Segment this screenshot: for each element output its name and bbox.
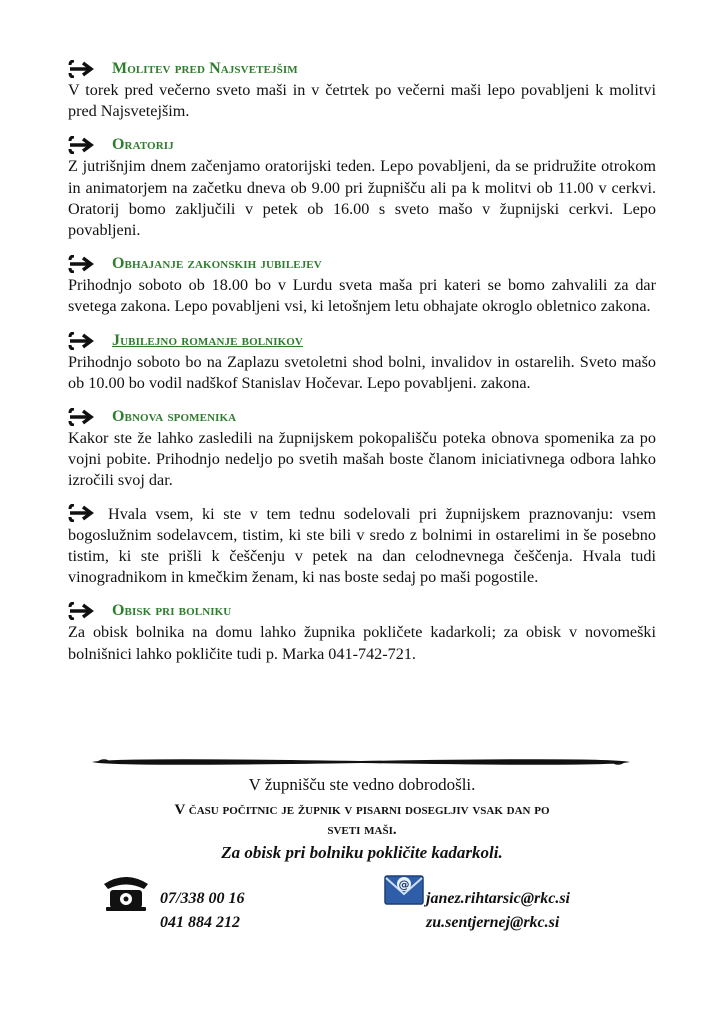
section-romanje bbox=[68, 330, 656, 394]
svg-text:@: @ bbox=[398, 878, 410, 891]
section-spomenik bbox=[68, 406, 656, 492]
email-2[interactable]: zu.sentjernej@rkc.si bbox=[426, 914, 560, 931]
office-hours-line1: V času počitnic je župnik v pisarni dosegljiv vsak dan po bbox=[174, 802, 550, 818]
section-text: Za obisk bolnika na domu lahko župnika pokličete kadarkoli; za obisk v novomeški bolnišnici lahko pokličite tudi p. Marka 041-742-721. bbox=[68, 623, 656, 663]
thanks-paragraph bbox=[68, 504, 656, 589]
arrow-right-icon bbox=[68, 504, 98, 522]
arrow-right-icon bbox=[68, 408, 98, 426]
section-title: Molitev pred Najsvetejšim bbox=[112, 60, 298, 77]
thanks-text: Hvala vsem, ki ste v tem tednu sodelovali pri župnijskem praznovanju: vsem bogoslužnim sodelavcem, tistim, ki ste bili v sredo z bolnimi in ostarelimi in še posebno tistim, ki ste prišli k češčenju v petek na dan celodnevnega češčenja. Hvala tudi vinogradnikom in kmečkim ženam, ki nas boste sedaj po maši pogostile. bbox=[68, 504, 656, 587]
section-header bbox=[68, 406, 656, 428]
section-header bbox=[68, 330, 656, 352]
arrow-right-icon bbox=[68, 60, 98, 78]
email-1[interactable]: janez.rihtarsic@rkc.si bbox=[426, 890, 570, 907]
section-header bbox=[68, 600, 656, 622]
footer bbox=[0, 774, 724, 864]
section-text: V torek pred večerno sveto maši in v četrtek po večerni maši lepo povabljeni k molitvi pred Najsvetejšim. bbox=[68, 81, 656, 121]
welcome-text: V župnišču ste vedno dobrodošli. bbox=[248, 775, 476, 794]
arrow-right-icon bbox=[68, 602, 98, 620]
section-text: Prihodnjo soboto ob 18.00 bo v Lurdu sveta maša pri kateri se bomo zahvalili za dar svetega zakona. Lepo povabljeni vsi, ki letošnjem letu obhajate okroglo obletnico zakona. bbox=[68, 276, 656, 316]
section-title: Jubilejno romanje bolnikov bbox=[112, 331, 303, 349]
section-text: Z jutrišnjim dnem začenjamo oratorijski teden. Lepo povabljeni, da se pridružite otrokom in animatorjem na začetku dneva ob 9.00 pri župnišču ali pa k molitvi ob 11.00 v cerkvi. Oratorij bomo zaključili v petek ob 16.00 s sveto mašo v župnijski cerkvi. Lepo povabljeni. bbox=[68, 157, 656, 240]
section-header bbox=[68, 253, 656, 275]
section-title: Obisk pri bolniku bbox=[112, 602, 232, 620]
section-title: Oratorij bbox=[112, 136, 174, 154]
section-jubileji bbox=[68, 253, 656, 317]
section-molitev bbox=[68, 58, 656, 122]
phone-number-2: 041 884 212 bbox=[160, 914, 240, 931]
arrow-right-icon bbox=[68, 255, 98, 273]
section-title: Obnova spomenika bbox=[112, 408, 237, 426]
phone-number-1: 07/338 00 16 bbox=[160, 890, 245, 907]
section-obisk bbox=[68, 600, 656, 664]
bulletin-page bbox=[68, 58, 656, 677]
ornamental-divider bbox=[92, 755, 630, 769]
office-hours-line2: sveti maši. bbox=[327, 822, 397, 838]
section-zahvala bbox=[68, 504, 656, 589]
contact-block bbox=[0, 868, 724, 948]
section-text: Kakor ste že lahko zasledili na župnijskem pokopališču poteka obnova spomenika za po vojni pobite. Prihodnjo nedeljo po svetih mašah boste članom iniciativnega odbora lahko izročili svoj dar. bbox=[68, 429, 656, 490]
arrow-right-icon bbox=[68, 332, 98, 350]
envelope-at-icon bbox=[384, 870, 424, 910]
arrow-right-icon bbox=[68, 136, 98, 154]
telephone-icon bbox=[100, 872, 152, 912]
section-header bbox=[68, 134, 656, 156]
section-text: Prihodnjo soboto bo na Zaplazu svetoletni shod bolni, invalidov in ostarelih. Sveto mašo ob 10.00 bo vodil nadškof Stanislav Hočevar. Lepo povabljeni. zakona. bbox=[68, 352, 656, 392]
section-header bbox=[68, 58, 656, 80]
section-oratorij bbox=[68, 134, 656, 241]
section-title: Obhajanje zakonskih jubilejev bbox=[112, 255, 322, 273]
visit-text: Za obisk pri bolniku pokličite kadarkoli. bbox=[221, 843, 503, 862]
